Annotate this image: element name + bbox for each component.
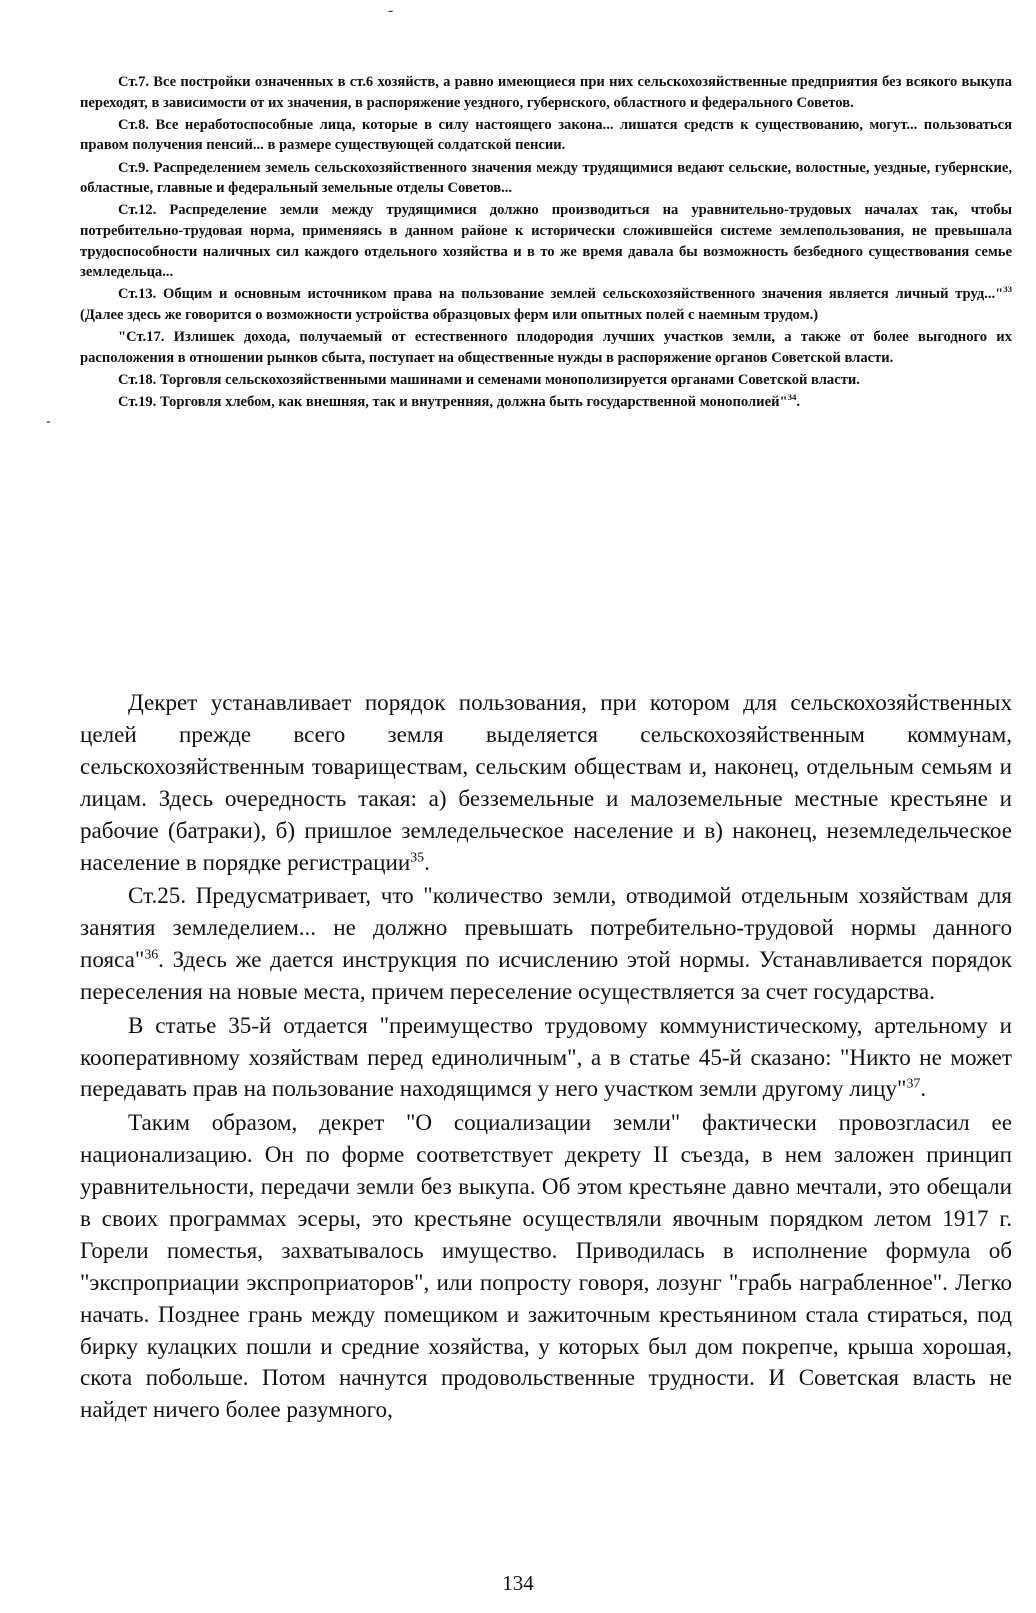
paragraph: Декрет устанавливает порядок пользования, при котором для сельскохозяйственных целей прежде всего земля выделяется сельскохозяйственным коммунам, сельскохозяйственным товариществам, сельским обществам и, наконец, отдельным семьям и лицам. Здесь очередность такая: а) безземельные и малоземельные местные крестьяне и рабочие (батраки), б) пришлое земледельческое население и в) наконец, неземледельческое население в порядке регистрации$^{35}$. bbox=[80, 689, 1012, 875]
paragraph: Ст.25. Предусматривает, что "количество земли, отводимой отдельным хозяйствам для занятия земледелием... не должно превышать потребительно-трудовой нормы данного пояса"$^{36}$. Здесь же дается инструкция по исчислению этой нормы. Устанавливается порядок переселения на новые места, причем переселение осуществляется за счет государства. bbox=[80, 882, 1012, 1004]
article-12: Ст.12. Распределение земли между трудящимися должно производиться на уравнительно-трудовых началах так, чтобы потребительно-трудовая норма, применяясь в данном районе к исторически сложившейся системе землепользования, не превышала трудоспособности наличных сил каждого отдельного хозяйства и в то же время давала бы возможность безбедного существования семье земледельца... bbox=[80, 202, 1012, 281]
article-19: Ст.19. Торговля хлебом, как внешняя, так и внутренняя, должна быть государственной монополией"$^{34}$. bbox=[118, 392, 800, 411]
article-7: Ст.7. Все постройки означенных в ст.6 хозяйств, а равно имеющиеся при них сельскохозяйственные предприятия без всякого выкупа переходят, в зависимости от их значения, в распоряжение уездного, губернского, областного и федерального Советов. bbox=[80, 74, 1012, 111]
footnote-ref: 37 bbox=[906, 1075, 921, 1091]
article-8: Ст.8. Все неработоспособные лица, которые в силу настоящего закона... лишатся средств к существованию, могут... пользоваться правом получения пенсий... в размере существующей солдатской пенсии. bbox=[80, 116, 1012, 154]
margin-mark: - bbox=[46, 414, 51, 429]
footnote-ref: 35 bbox=[410, 848, 425, 864]
top-mark: - bbox=[388, 2, 394, 19]
footnote-ref: 34 bbox=[787, 392, 797, 403]
article-18: Ст.18. Торговля сельскохозяйственными машинами и семенами монополизируется органами Советской власти. bbox=[118, 371, 860, 388]
article-17: "Ст.17. Излишек дохода, получаемый от естественного плодородия лучших участков земли, а также от более выгодного их расположения в отношении рынков сбыта, поступает на общественные нужды в распоряжение органов Советской власти. bbox=[80, 329, 1012, 366]
footnote-ref: 33 bbox=[1003, 284, 1012, 295]
paragraph: В статье 35-й отдается "преимущество трудовому коммунистическому, артельному и кооперативному хозяйствам перед единоличным", а в статье 45-й сказано: "Никто не может передавать прав на пользование находящимся у него участком земли другому лицу"$^{37}$. bbox=[80, 1011, 1012, 1102]
article-9: Ст.9. Распределением земель сельскохозяйственного значения между трудящимися ведают сельские, волостные, уездные, губернские, областные, главные и федеральный земельные отделы Советов... bbox=[80, 159, 1012, 197]
article-13: Ст.13. Общим и основным источником права на пользование землей сельскохозяйственного значения является личный труд..."$^{33}$ (Далее здесь же говорится о возможности устройства образцовых ферм или опытных полей с наемным трудом.) bbox=[80, 284, 1012, 323]
body-text bbox=[80, 687, 1012, 1428]
footnote-ref: 36 bbox=[144, 946, 159, 962]
paragraph: Таким образом, декрет "О социализации земли" фактически провозгласил ее национализацию. Он по форме соответствует декрету II съезда, в нем заложен принцип уравнительности, передачи земли без выкупа. Об этом крестьяне давно мечтали, это обещали в своих программах эсеры, это крестьяне осуществляли явочным порядком летом 1917 г. Горели поместья, захватывалось имущество. Приводилась в исполнение формула об "экспроприации экспроприаторов", или попросту говоря, лозунг "грабь награбленное". Легко начать. Позднее грань между помещиком и зажиточным крестьянином стала стираться, под бирку кулацких пошли и средние хозяйства, у которых был дом покрепче, крыша хорошая, скота побольше. Потом начнутся продовольственные трудности. И Советская власть не найдет ничего более разумного, bbox=[80, 1109, 1012, 1423]
page-number: 134 bbox=[502, 1571, 534, 1595]
decree-articles-quote bbox=[80, 72, 1012, 414]
